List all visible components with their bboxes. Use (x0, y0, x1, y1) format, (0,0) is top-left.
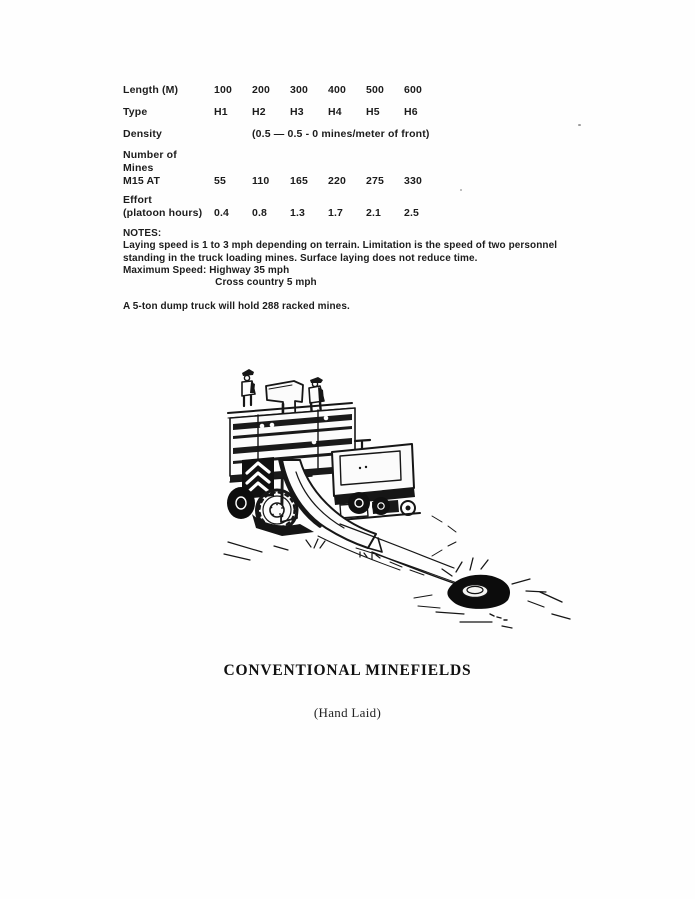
type-value: H3 (290, 106, 304, 118)
row-label-line: Mines (123, 162, 154, 174)
row-label-line: M15 AT (123, 175, 161, 187)
type-value: H2 (252, 106, 266, 118)
scan-speck (578, 124, 581, 126)
scan-speck (460, 189, 462, 191)
mines-value: 165 (290, 175, 308, 187)
notes-capacity-line: A 5-ton dump truck will hold 288 racked mines. (123, 300, 350, 313)
table-row-mines (123, 149, 442, 188)
density-value: (0.5 — 0.5 - 0 mines/meter of front) (252, 128, 430, 140)
row-label-effort (123, 194, 214, 220)
effort-value: 1.7 (328, 207, 344, 219)
notes-section (123, 227, 598, 313)
notes-line: Laying speed is 1 to 3 mph depending on terrain. Limitation is the speed of two personnel (123, 239, 558, 252)
mine-laying-truck-illustration (222, 356, 582, 646)
page-subtitle: (Hand Laid) (313, 705, 382, 720)
mines-value: 110 (252, 175, 270, 187)
type-value: H6 (404, 106, 418, 118)
table-row-type (123, 106, 442, 119)
length-value: 600 (404, 84, 422, 96)
notes-line-max-speed: Maximum Speed: Highway 35 mph (123, 263, 290, 276)
notes-heading: NOTES: (123, 227, 162, 239)
length-value: 400 (328, 84, 346, 96)
effort-value: 2.5 (404, 207, 420, 219)
row-label-mines (123, 149, 214, 188)
effort-value: 0.8 (252, 207, 268, 219)
length-value: 500 (366, 84, 384, 96)
mines-value: 220 (328, 175, 346, 187)
length-value: 100 (214, 84, 232, 96)
table-row-effort (123, 194, 442, 220)
minefield-data-table (123, 84, 442, 220)
mines-value: 275 (366, 175, 384, 187)
worker-figure-left (242, 369, 255, 406)
row-label-line: (platoon hours) (123, 207, 203, 219)
row-label-length: Length (M) (123, 84, 179, 96)
mine-in-hole (414, 558, 570, 628)
mines-value: 330 (404, 175, 422, 187)
effort-value: 0.4 (214, 207, 230, 219)
length-value: 200 (252, 84, 270, 96)
table-row-density (123, 128, 442, 141)
notes-line: standing in the truck loading mines. Surface laying does not reduce time. (123, 251, 478, 264)
mines-value: 55 (214, 175, 226, 187)
row-label-type: Type (123, 106, 148, 118)
table-row-length (123, 84, 442, 97)
effort-value: 1.3 (290, 207, 306, 219)
type-value: H4 (328, 106, 342, 118)
length-value: 300 (290, 84, 308, 96)
effort-value: 2.1 (366, 207, 382, 219)
notes-line-cross-country: Cross country 5 mph (215, 276, 317, 289)
row-label-line: Number of (123, 149, 177, 161)
type-value: H1 (214, 106, 228, 118)
row-label-density: Density (123, 128, 162, 140)
row-label-line: Effort (123, 194, 152, 206)
page-title: CONVENTIONAL MINEFIELDS (223, 662, 472, 680)
type-value: H5 (366, 106, 380, 118)
